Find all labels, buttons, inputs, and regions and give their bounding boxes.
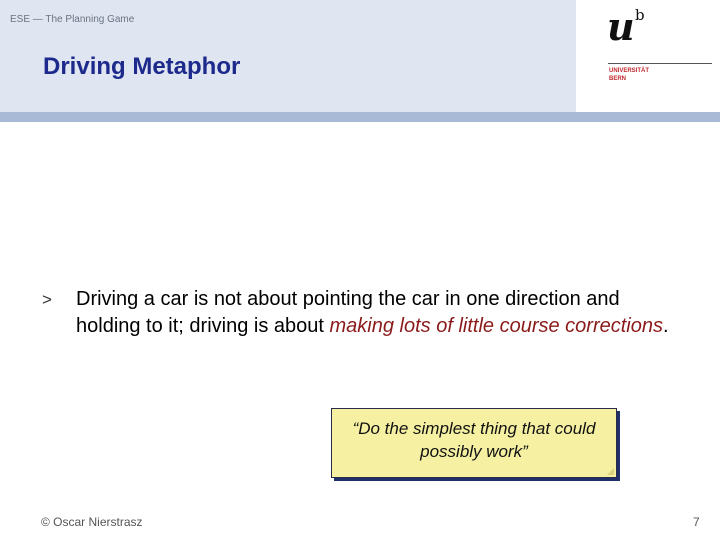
sticky-note bbox=[331, 408, 617, 478]
bullet-point bbox=[42, 286, 682, 340]
footer-copyright: © Oscar Nierstrasz bbox=[41, 515, 143, 529]
bullet-emphasis: making lots of little course corrections bbox=[329, 315, 663, 337]
course-label: ESE — The Planning Game bbox=[10, 14, 135, 25]
university-logo: u bbox=[607, 4, 635, 49]
note-quote: “Do the simplest thing that could possibly work” bbox=[352, 419, 596, 461]
logo-divider bbox=[608, 63, 712, 64]
bullet-text bbox=[76, 286, 682, 340]
university-name: UNIVERSITÄT BERN bbox=[609, 68, 650, 82]
page-number: 7 bbox=[693, 515, 700, 529]
bullet-marker-icon: > bbox=[42, 290, 52, 309]
university-logo-superscript: b bbox=[635, 6, 645, 24]
logo-panel bbox=[576, 0, 720, 112]
page-fold-icon bbox=[607, 468, 614, 475]
bullet-end: . bbox=[662, 315, 669, 337]
slide-title: Driving Metaphor bbox=[43, 53, 241, 80]
header-band bbox=[0, 112, 720, 122]
bullet-plain-text: Driving a car is not about pointing the car in one direction and holding to it; driving is about bbox=[76, 288, 620, 337]
